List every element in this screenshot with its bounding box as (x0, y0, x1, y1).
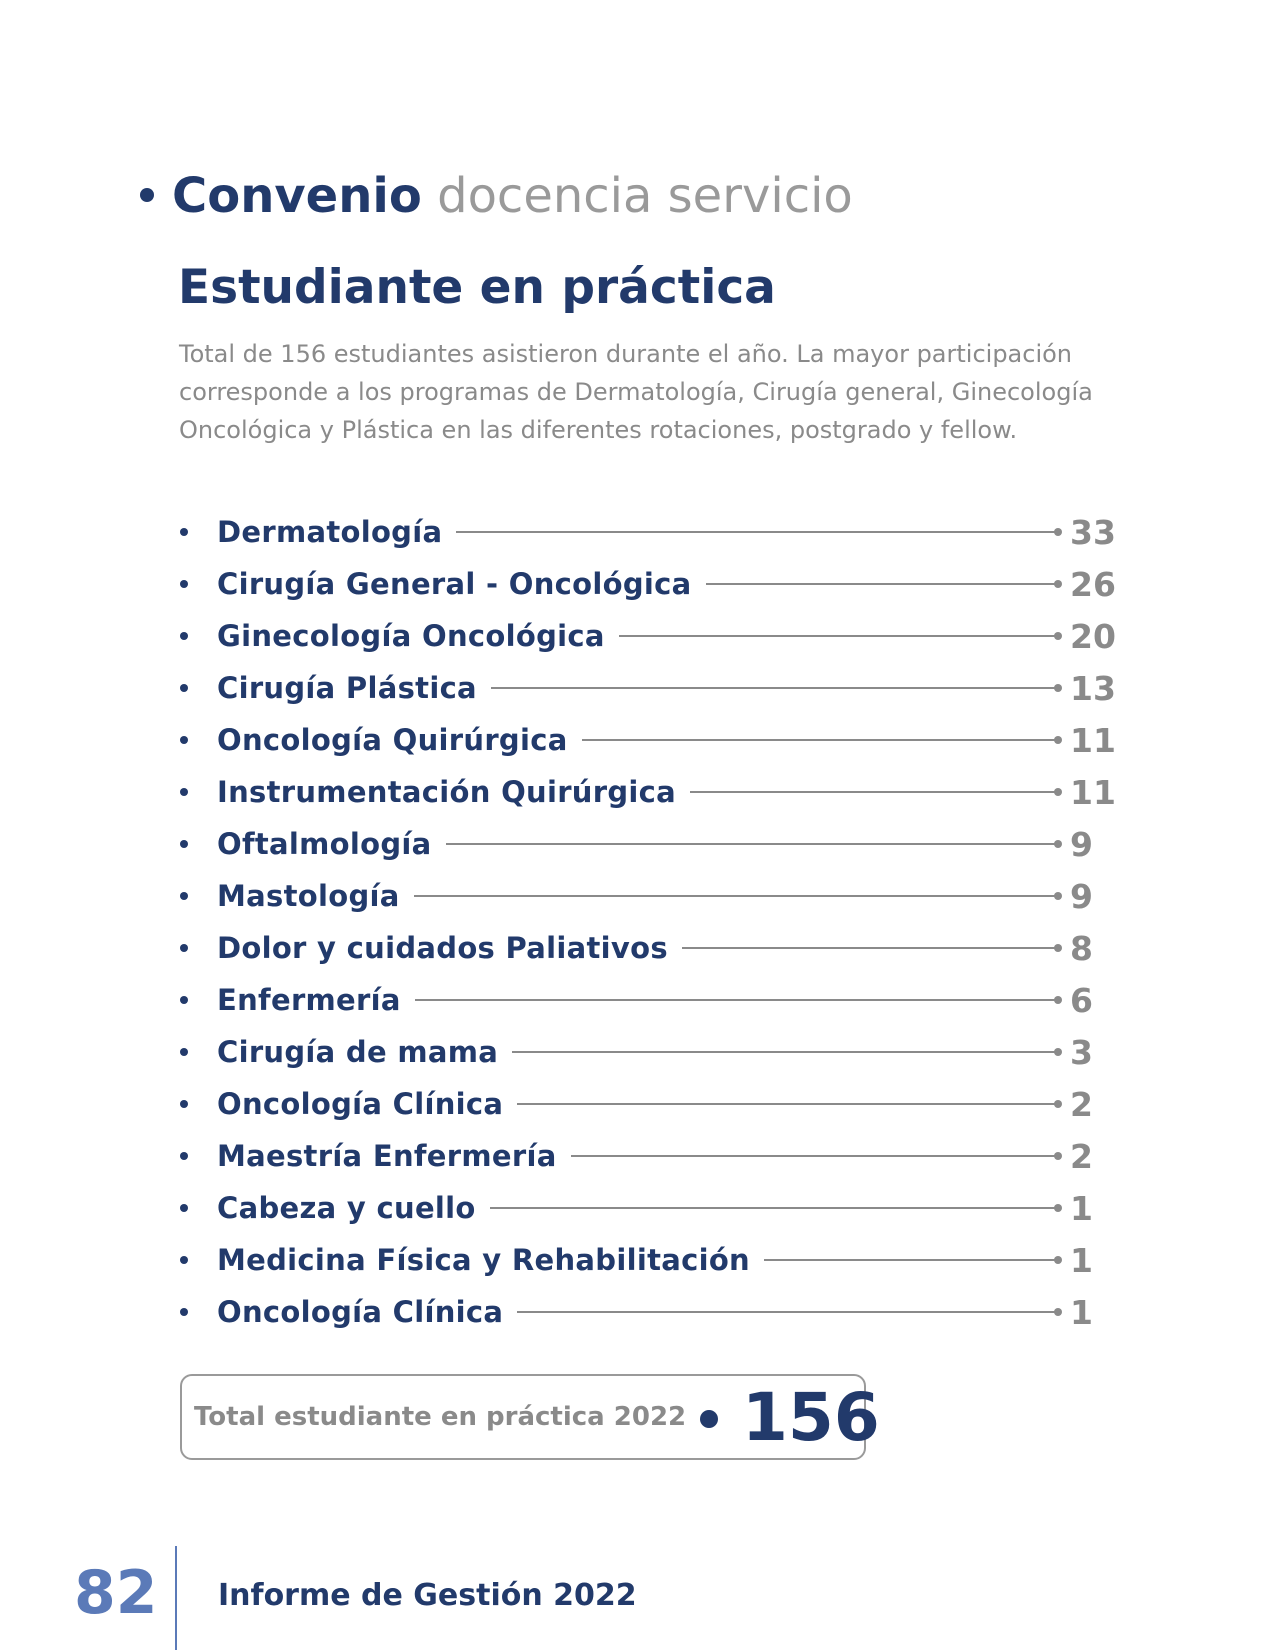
program-label: Cirugía General - Oncológica (217, 567, 692, 601)
program-label: Oncología Clínica (217, 1295, 504, 1329)
bullet-icon (180, 684, 188, 692)
intro-paragraph: Total de 156 estudiantes asistieron durante el año. La mayor participación corresponde a los programas de Dermatología, Cirugía general, Ginecología Oncológica y Plástica en las diferentes rotaciones, postgrado y fellow. (179, 340, 1093, 444)
list-item (180, 1078, 1120, 1130)
bullet-icon (180, 1308, 188, 1316)
program-value: 3 (1070, 1032, 1093, 1072)
bullet-icon (180, 1152, 188, 1160)
bullet-icon (180, 1100, 188, 1108)
program-value: 26 (1070, 564, 1116, 604)
program-value: 2 (1070, 1136, 1093, 1176)
program-list (180, 506, 1120, 1338)
section-heading (140, 166, 853, 226)
footer-divider (175, 1546, 177, 1650)
program-label: Mastología (217, 879, 400, 913)
list-item (180, 506, 1120, 558)
program-value: 13 (1070, 668, 1116, 708)
leader-line (619, 635, 1058, 637)
program-value: 11 (1070, 772, 1116, 812)
bullet-icon (180, 1048, 188, 1056)
program-label: Dermatología (217, 515, 443, 549)
program-value: 11 (1070, 720, 1116, 760)
program-value: 1 (1070, 1240, 1093, 1280)
bullet-icon (180, 1256, 188, 1264)
leader-line (517, 1103, 1058, 1105)
list-item (180, 610, 1120, 662)
total-label: Total estudiante en práctica 2022 (194, 1402, 687, 1432)
program-label: Dolor y cuidados Paliativos (217, 931, 668, 965)
bullet-icon (180, 788, 188, 796)
footer-title: Informe de Gestión 2022 (218, 1578, 637, 1613)
list-item (180, 558, 1120, 610)
leader-line (414, 895, 1058, 897)
list-item (180, 714, 1120, 766)
program-value: 6 (1070, 980, 1093, 1020)
program-value: 1 (1070, 1292, 1093, 1332)
list-item (180, 974, 1120, 1026)
program-label: Cirugía de mama (217, 1035, 499, 1069)
leader-line (682, 947, 1058, 949)
list-item (180, 1026, 1120, 1078)
leader-line (706, 583, 1059, 585)
bullet-icon (180, 892, 188, 900)
leader-line (517, 1311, 1058, 1313)
program-value: 2 (1070, 1084, 1093, 1124)
total-value: 156 (742, 1379, 880, 1456)
leader-line (571, 1155, 1058, 1157)
leader-line (490, 1207, 1058, 1209)
bullet-icon (180, 944, 188, 952)
leader-line (456, 531, 1058, 533)
program-label: Enfermería (217, 983, 401, 1017)
program-label: Medicina Física y Rehabilitación (217, 1243, 751, 1277)
list-item (180, 818, 1120, 870)
leader-line (764, 1259, 1058, 1261)
leader-line (582, 739, 1058, 741)
section-title-bold: Convenio (172, 168, 422, 224)
total-box (180, 1374, 880, 1460)
bullet-icon (180, 840, 188, 848)
program-label: Cirugía Plástica (217, 671, 477, 705)
leader-line (491, 687, 1058, 689)
heading-bullet-icon (140, 188, 154, 202)
list-item (180, 870, 1120, 922)
page-number: 82 (74, 1558, 158, 1628)
bullet-icon (180, 632, 188, 640)
bullet-icon (180, 996, 188, 1004)
leader-line (690, 791, 1058, 793)
section-title-light: docencia servicio (437, 168, 853, 224)
program-value: 9 (1070, 824, 1093, 864)
program-label: Oncología Quirúrgica (217, 723, 568, 757)
program-value: 8 (1070, 928, 1093, 968)
leader-line (415, 999, 1058, 1001)
program-label: Cabeza y cuello (217, 1191, 476, 1225)
bullet-icon (180, 528, 188, 536)
program-label: Ginecología Oncológica (217, 619, 605, 653)
page-subtitle: Estudiante en práctica (178, 260, 776, 315)
bullet-icon (180, 736, 188, 744)
list-item (180, 1130, 1120, 1182)
list-item (180, 1182, 1120, 1234)
program-label: Maestría Enfermería (217, 1139, 557, 1173)
list-item (180, 662, 1120, 714)
list-item (180, 1286, 1120, 1338)
list-item (180, 766, 1120, 818)
total-bullet-icon (700, 1410, 718, 1428)
program-label: Oncología Clínica (217, 1087, 504, 1121)
list-item (180, 1234, 1120, 1286)
program-label: Oftalmología (217, 827, 432, 861)
program-value: 1 (1070, 1188, 1093, 1228)
program-value: 9 (1070, 876, 1093, 916)
list-item (180, 922, 1120, 974)
leader-line (446, 843, 1058, 845)
bullet-icon (180, 1204, 188, 1212)
program-label: Instrumentación Quirúrgica (217, 775, 677, 809)
bullet-icon (180, 580, 188, 588)
program-value: 20 (1070, 616, 1116, 656)
program-value: 33 (1070, 512, 1116, 552)
leader-line (512, 1051, 1058, 1053)
